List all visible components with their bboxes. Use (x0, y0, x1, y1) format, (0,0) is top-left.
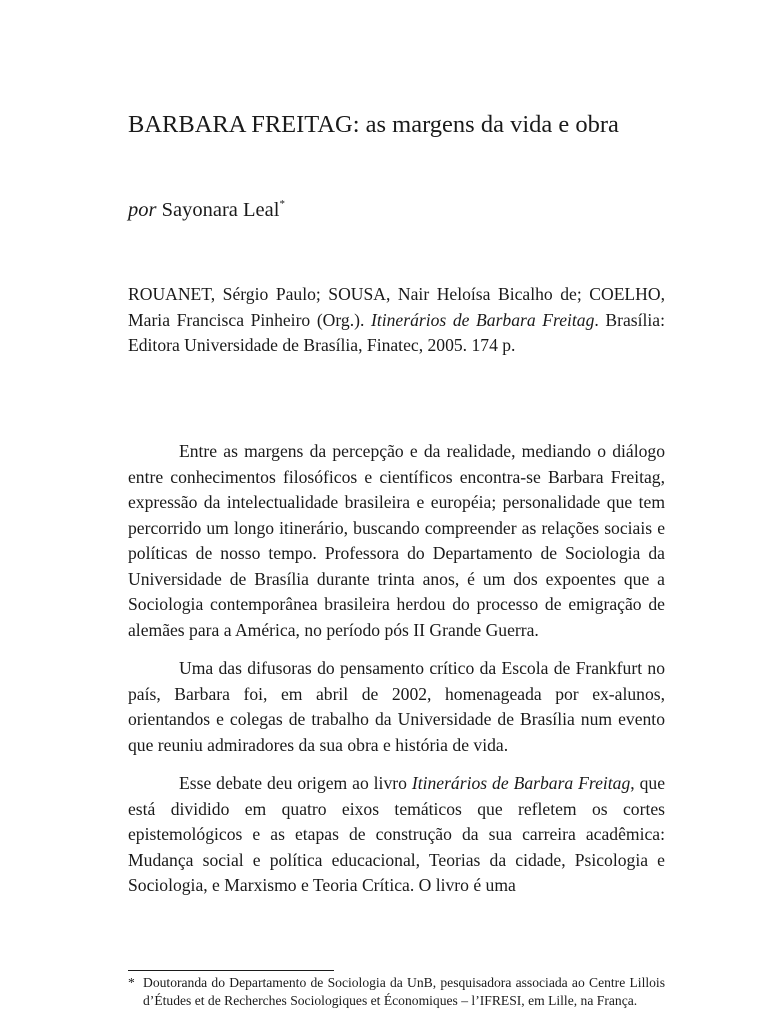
reference-authors: ROUANET, Sérgio Paulo; SOUSA, Nair Heloísa Bicalho de; COELHO, Maria Francisca Pinheiro (Org.). (128, 284, 665, 330)
footnote-mark: * (128, 975, 135, 990)
author-name: Sayonara Leal (161, 199, 280, 221)
reference-book-title: Itinerários de Barbara Freitag (370, 309, 595, 330)
book-reference (128, 282, 665, 359)
byline-prefix: por (128, 199, 157, 221)
paragraph-3-rest: , que está dividido em quatro eixos temáticos que refletem os cortes epistemológicos e as etapas de construção da sua carreira acadêmica: Mudança social e política educacional, Teorias da cidade, Psicologia e Sociologia, e Marxismo e Teoria Crítica. O livro é uma (128, 773, 666, 895)
paragraph-2: Uma das difusoras do pensamento crítico da Escola de Frankfurt no país, Barbara foi, em abril de 2002, homenageada por ex-alunos, orientandos e colegas de trabalho da Universidade de Brasília num evento que reuniu admiradores da sua obra e história de vida. (128, 658, 665, 755)
paragraph-3-book-title: Itinerários de Barbara Freitag (411, 773, 631, 793)
article-body (128, 439, 665, 912)
paragraph-3-start: Esse debate deu origem ao livro (179, 773, 412, 793)
footnote-divider (128, 970, 334, 971)
paragraph-1: Entre as margens da percepção e da realidade, mediando o diálogo entre conhecimentos filosóficos e científicos encontra-se Barbara Freitag, expressão da intelectualidade brasileira e européia; personalidade que tem percorrido um longo itinerário, buscando compreender as relações sociais e políticas de nosso tempo. Professora do Departamento de Sociologia da Universidade de Brasília durante trinta anos, é um dos expoentes que a Sociologia contemporânea brasileira herdou do processo de emigração de alemães para a América, no período pós II Grande Guerra. (128, 441, 665, 640)
footnote (128, 974, 665, 1010)
footnote-reference-mark: * (279, 198, 285, 210)
article-title: BARBARA FREITAG: as margens da vida e obra (128, 111, 619, 138)
byline (128, 196, 285, 224)
paragraph-3 (128, 771, 665, 899)
footnote-text: Doutoranda do Departamento de Sociologia da UnB, pesquisadora associada ao Centre Lillois d’Études et de Recherches Sociologiques et Économiques – l’IFRESI, em Lille, na França. (143, 975, 665, 1009)
reference-publication: . Brasília: Editora Universidade de Brasília, Finatec, 2005. 174 p. (128, 309, 665, 355)
